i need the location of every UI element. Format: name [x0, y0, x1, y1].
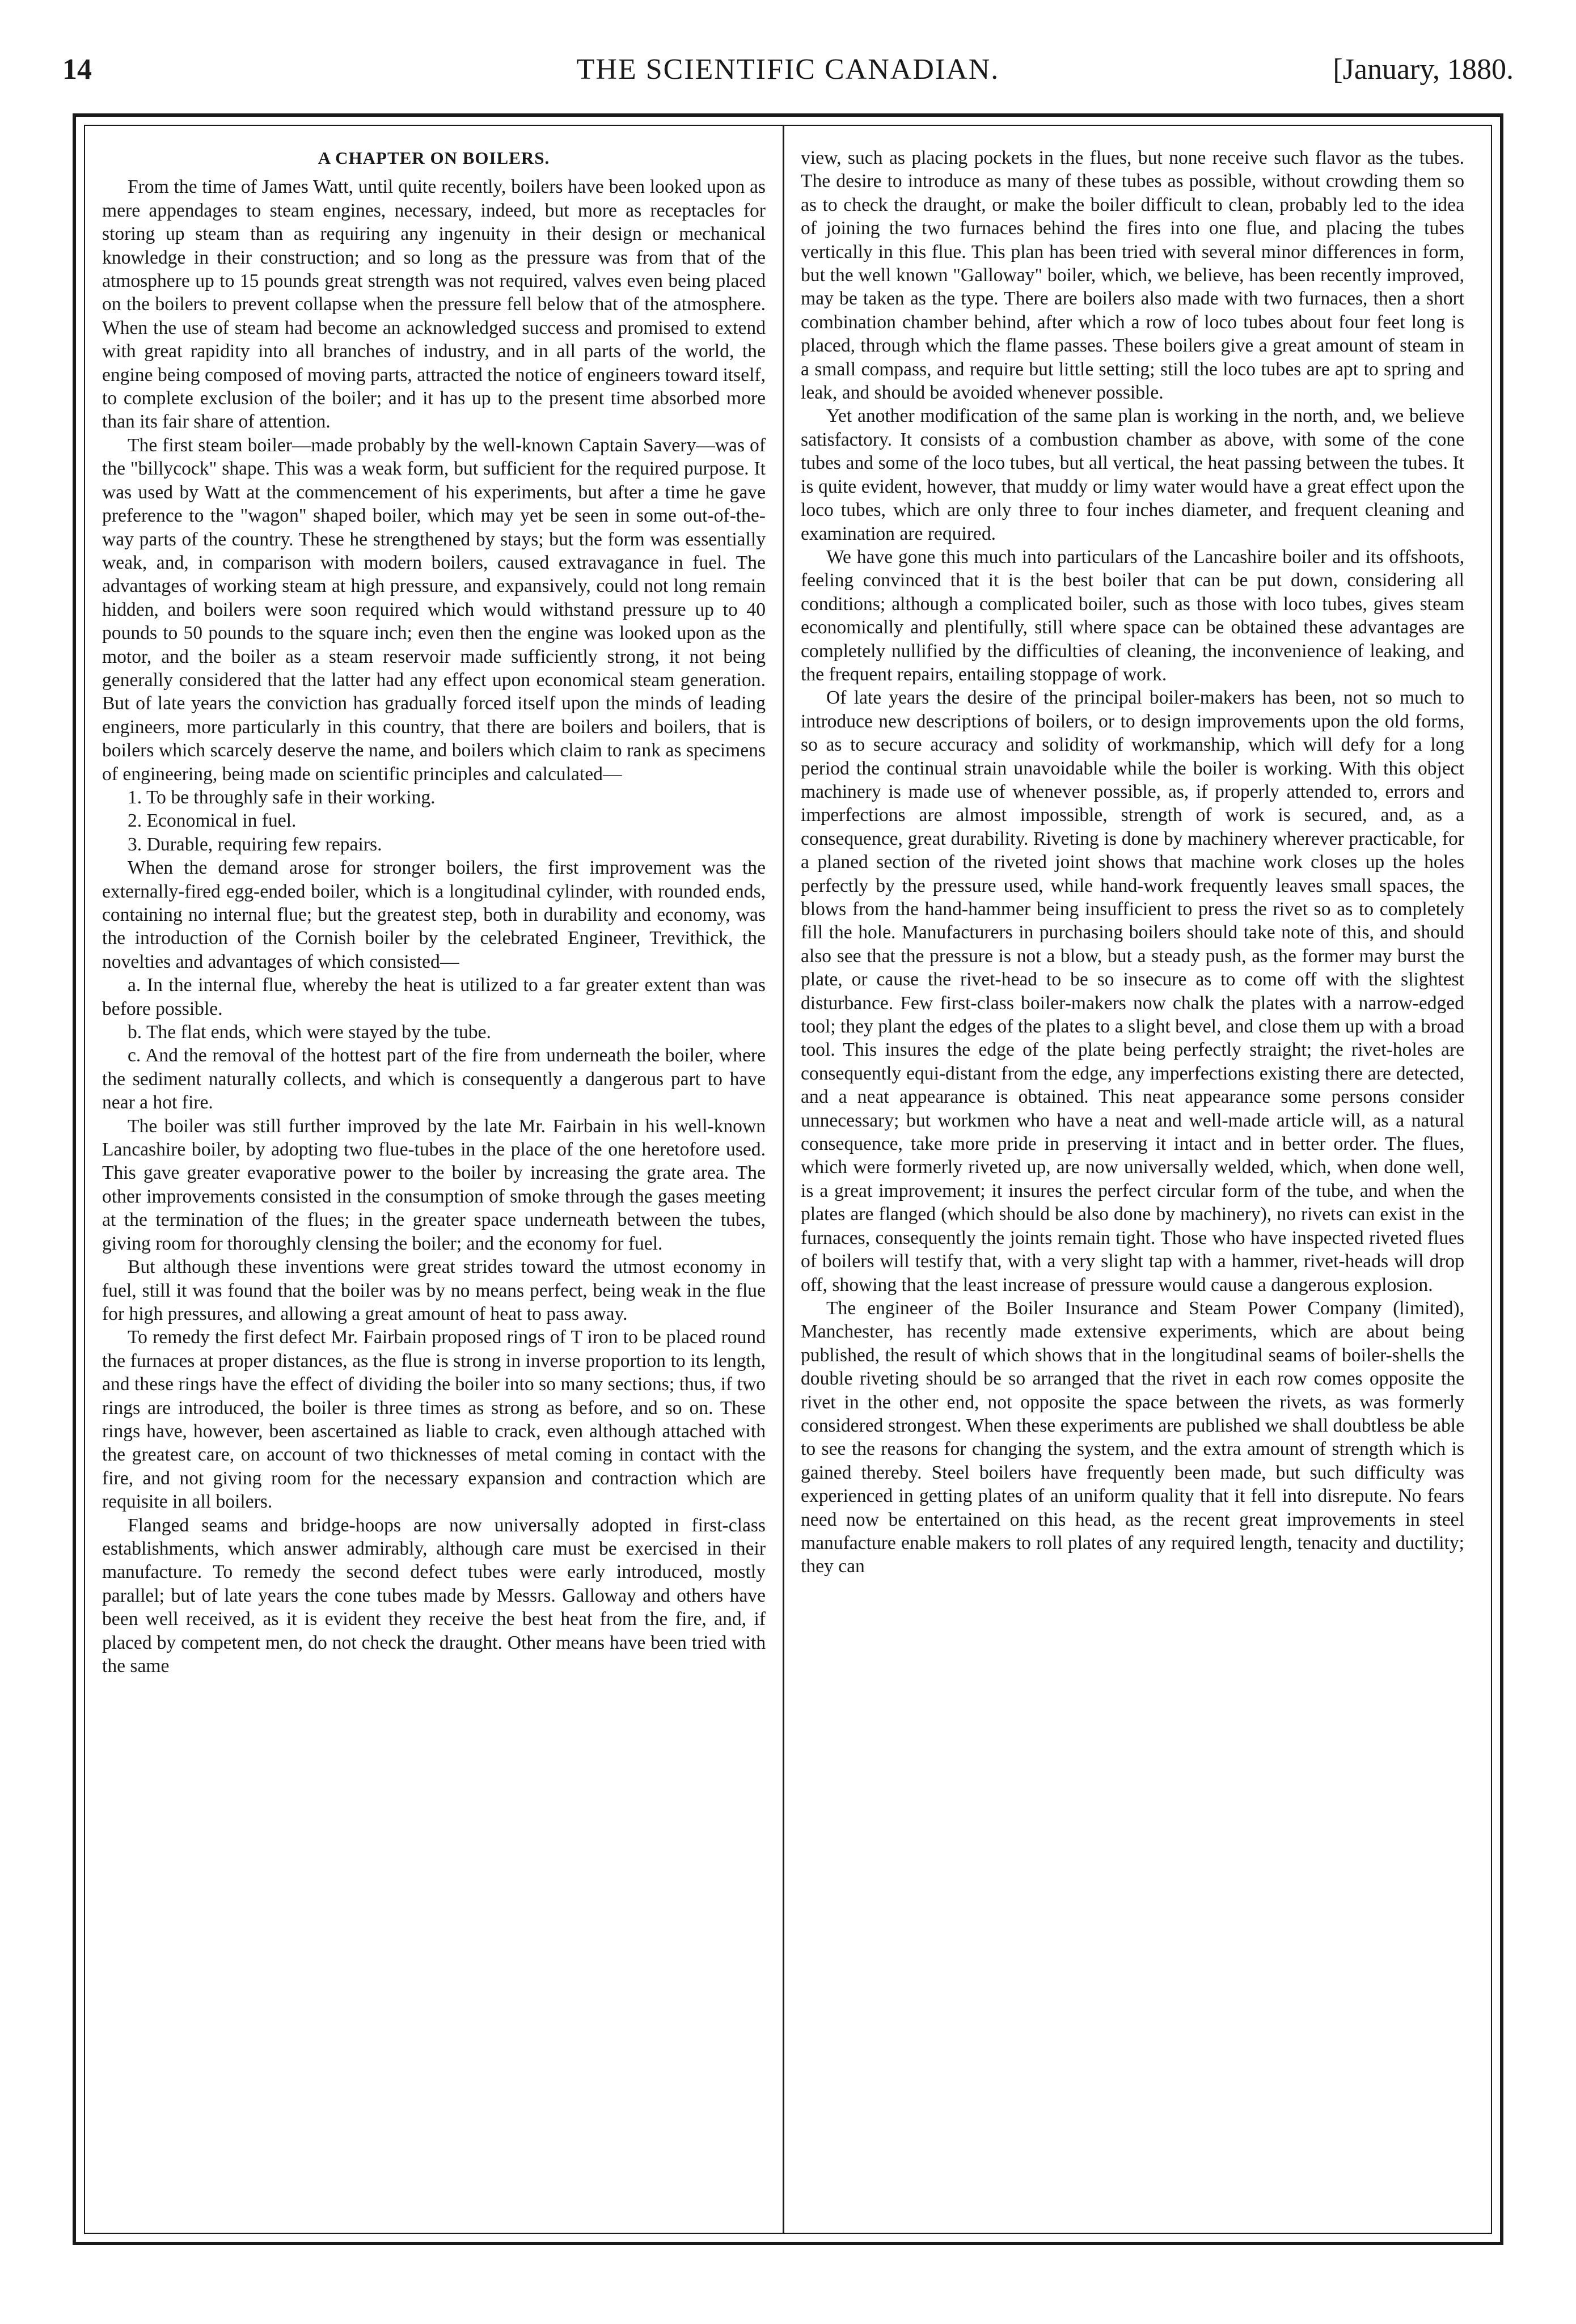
list-item: 1. To be throughly safe in their working. — [128, 786, 436, 808]
paragraph: We have gone this much into particulars of the Lancashire boiler and its offshoots, feeling convinced that it is the best boiler that can be put down, considering all conditions; although a complicated boiler, such as those with loco tubes, gives steam economically and plentifully, still where space can be obtained these advantages are completely nullified by the difficulties of cleaning, the inconvenience of leaking, and the frequent repairs, entailing stoppage of work. — [801, 546, 1464, 685]
article-title: A CHAPTER ON BOILERS. — [318, 148, 550, 168]
left-column — [102, 146, 766, 1678]
right-column — [801, 146, 1464, 1578]
list-item: b. The flat ends, which were stayed by the tube. — [128, 1022, 491, 1043]
paragraph: When the demand arose for stronger boilers, the first improvement was the externally-fired egg-ended boiler, which is a longitudinal cylinder, with rounded ends, containing no internal flue; but the greatest step, both in durability and economy, was the introduction of the Cornish boiler by the celebrated Engineer, Trevithick, the novelties and advantages of which consisted— — [102, 857, 766, 972]
paragraph: view, such as placing pockets in the flues, but none receive such flavor as the tubes. The desire to introduce as many of these tubes as possible, without crowding them so as to check the draught, or make the boiler difficult to clean, probably led to the idea of joining the two furnaces behind the fires into one flue, and placing the tubes vertically in this flue. This plan has been tried with several minor differences in form, but the well known "Galloway" boiler, which, we believe, has been recently improved, may be taken as the type. There are boilers also made with two furnaces, then a short combination chamber behind, after which a row of loco tubes about four feet long is placed, through which the flame passes. These boilers give a great amount of steam in a small compass, and require but little setting; still the loco tubes are apt to spring and leak, and should be avoided whenever possible. — [801, 147, 1464, 404]
running-head — [62, 50, 1514, 90]
paragraph: Yet another modification of the same plan is working in the north, and, we believe satisfactory. It consists of a combustion chamber as above, with some of the cone tubes and some of the loco tubes, but all vertical, the heat passing between the tubes. It is quite evident, however, that muddy or limy water would have a great effect upon the loco tubes, which are only three to four inches diameter, and frequent cleaning and examination are required. — [801, 405, 1464, 544]
list-item: 3. Durable, requiring few repairs. — [128, 833, 382, 855]
list-item: 2. Economical in fuel. — [128, 810, 297, 832]
page-frame — [73, 113, 1503, 2245]
paragraph: The boiler was still further improved by the late Mr. Fairbain in his well-known Lancashire boiler, by adopting two flue-tubes in the place of the one heretofore used. This gave greater evaporative power to the boiler by increasing the grate area. The other improvements consisted in the consumption of smoke through the gases meeting at the termination of the flues; in the greater space underneath between the tubes, giving room for thoroughly clensing the boiler; and the economy for fuel. — [102, 1115, 766, 1254]
paragraph: But although these inventions were great strides toward the utmost economy in fuel, still it was found that the boiler was by no means perfect, being weak in the flue for high pressures, and allowing a great amount of heat to pass away. — [102, 1256, 766, 1324]
list-item: c. And the removal of the hottest part of the fire from underneath the boiler, where the sediment naturally collects, and which is consequently a dangerous part to have near a hot fire. — [102, 1045, 766, 1114]
column-divider — [783, 126, 784, 2233]
paragraph: Of late years the desire of the principal boiler-makers has been, not so much to introduce new descriptions of boilers, or to design improvements upon the old forms, so as to secure accuracy and solidity of workmanship, which will defy for a long period the continual strain unavoidable while the boiler is working. With this object machinery is made use of whenever possible, as, if properly attended to, errors and imperfections are almost impossible, strength of work is secured, and, as a consequence, great durability. Riveting is done by machinery wherever practicable, for a planed section of the riveted joint shows that machine work closes up the holes perfectly by the pressure used, while hand-work frequently leaves small spaces, the blows from the hand-hammer being insufficient to press the rivet so as to completely fill the hole. Manufacturers in purchasing boilers should take note of this, and should also see that the pressure is not a blow, but a steady push, as the former may burst the plate, or cause the rivet-head to be so insecure as to come off with the slightest disturbance. Few first-class boiler-makers now chalk the plates with a narrow-edged tool; they plant the edges of the plates to a slight bevel, and close them up with a broad tool. This insures the edge of the plate being perfectly straight; the rivet-holes are consequently equi-distant from the edge, any imperfections existing there are detected, and a neat appearance is obtained. This neat appearance some persons consider unnecessary; but workmen who have a neat and well-made article will, as a natural consequence, take more pride in preserving it intact and in better order. The flues, which were formerly riveted up, are now universally welded, which, when done well, is a great improvement; it insures the perfect circular form of the tube, and when the plates are flanged (which should be also done by machinery), no rivets can exist in the furnaces, consequently the joints remain tight. Those who have inspected riveted flues of boilers will testify that, with a very slight tap with a hammer, rivet-heads will drop off, showing that the least increase of pressure would cause a dangerous explosion. — [801, 687, 1464, 1296]
inner-frame — [84, 125, 1492, 2234]
journal-title: THE SCIENTIFIC CANADIAN. — [576, 53, 1000, 86]
list-item: a. In the internal flue, whereby the heat is utilized to a far greater extent than was before possible. — [102, 975, 766, 1019]
paragraph: To remedy the first defect Mr. Fairbain proposed rings of T iron to be placed round the furnaces at proper distances, as the flue is strong in inverse proportion to its length, and these rings have the effect of dividing the boiler into so many sections; thus, if two rings are introduced, the boiler is three times as strong as before, and so on. These rings have, however, been ascertained as liable to crack, even although attached with the greatest care, on account of two thicknesses of metal coming in contact with the fire, and not giving room for the necessary expansion and contraction which are requisite in all boilers. — [102, 1327, 766, 1513]
paragraph: The first steam boiler—made probably by the well-known Captain Savery—was of the "billycock" shape. This was a weak form, but sufficient for the required purpose. It was used by Watt at the commencement of his experiments, but after a time he gave preference to the "wagon" shaped boiler, which may yet be seen in some out-of-the-way parts of the country. These he strengthened by stays; but the form was essentially weak, and, in comparison with modern boilers, caused extravagance in fuel. The advantages of working steam at high pressure, and expansively, could not long remain hidden, and boilers were soon required which would withstand pressure up to 40 pounds to 50 pounds to the square inch; even then the engine was looked upon as the motor, and the boiler as a steam reservoir made sufficiently strong, it not being generally considered that the latter had any effect upon economical steam generation. But of late years the conviction has gradually forced itself upon the minds of leading engineers, more particularly in this country, that there are boilers and boilers, that is boilers which scarcely deserve the name, and boilers which claim to rank as specimens of engineering, being made on scientific principles and calculated— — [102, 434, 766, 785]
issue-date: [January, 1880. — [1333, 53, 1514, 86]
page-number: 14 — [62, 53, 92, 86]
paragraph: The engineer of the Boiler Insurance and Steam Power Company (limited), Manchester, has recently made extensive experiments, which are about being published, the result of which shows that in the longitudinal seams of boiler-shells the double riveting should be so arranged that the rivet in each row comes opposite the rivet in the other end, not opposite the space between the rivets, as was formerly considered strongest. When these experiments are published we shall doubtless be able to see the reasons for changing the system, and the extra amount of strength which is gained thereby. Steel boilers have frequently been made, but such difficulty was experienced in getting plates of an uniform quality that it fell into disrepute. No fears need now be entertained on this head, as the recent great improvements in steel manufacture enable makers to roll plates of any required length, tenacity and ductility; they can — [801, 1297, 1464, 1577]
paragraph: Flanged seams and bridge-hoops are now universally adopted in first-class establishments, which answer admirably, although care must be exercised in their manufacture. To remedy the second defect tubes were early introduced, mostly parallel; but of late years the cone tubes made by Messrs. Galloway and others have been well received, as it is evident they receive the best heat from the fire, and, if placed by competent men, do not check the draught. Other means have been tried with the same — [102, 1514, 766, 1677]
paragraph: From the time of James Watt, until quite recently, boilers have been looked upon as mere appendages to steam engines, necessary, indeed, but more as receptacles for storing up steam than as requiring any ingenuity in their design or mechanical knowledge in their construction; and so long as the pressure was from that of the atmosphere up to 15 pounds great strength was not required, valves even being placed on the boilers to prevent collapse when the pressure fell below that of the atmosphere. When the use of steam had become an acknowledged success and promised to extend with great rapidity into all branches of industry, and in all parts of the world, the engine being composed of moving parts, attracted the notice of engineers toward itself, to complete exclusion of the boiler; and it has up to the present time absorbed more than its fair share of attention. — [102, 176, 766, 433]
